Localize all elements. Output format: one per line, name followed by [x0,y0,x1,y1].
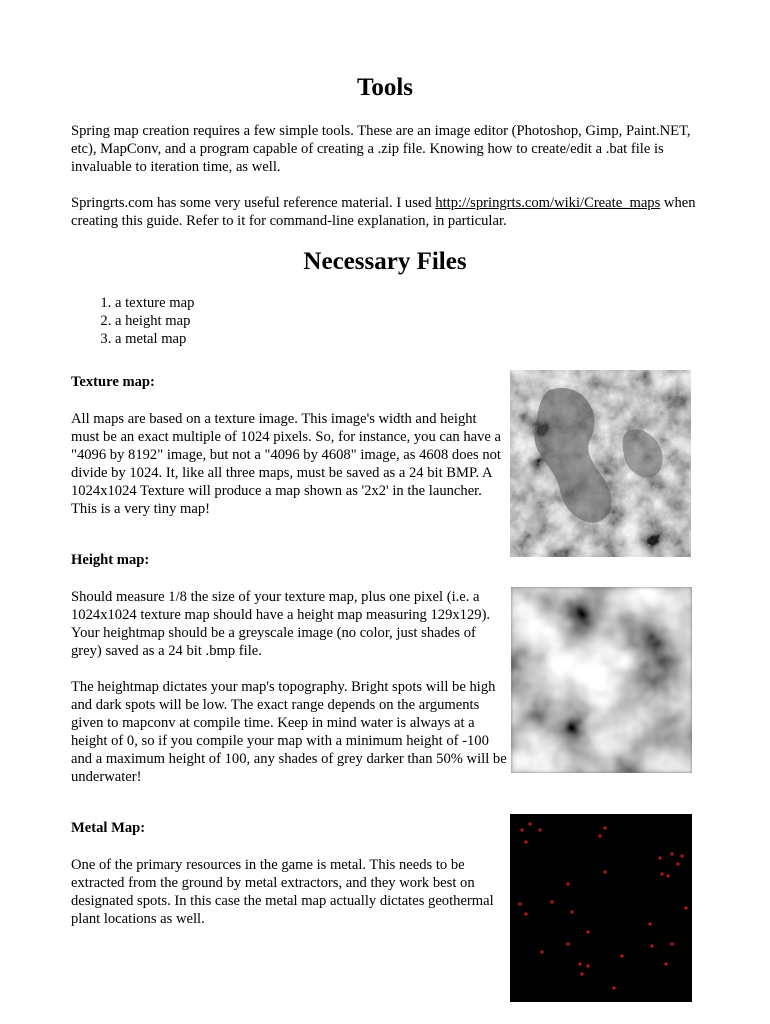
reference-text-before: Springrts.com has some very useful reference material. I used [71,195,436,211]
metal-spot [664,962,667,965]
metal-spot [598,834,601,837]
texture-map-heading: Texture map: [71,374,155,390]
metal-spot [580,972,583,975]
reference-text-after: when creating this guide. Refer to it for command-line explanation, in particular. [71,195,696,229]
metal-spot [670,852,673,855]
metal-spot [570,910,573,913]
necessary-files-heading: Necessary Files [303,248,467,275]
metal-map-image [510,814,692,1002]
height-map-paragraph-1: Should measure 1/8 the size of your texture map, plus one pixel (i.e. a 1024x1024 texture map should have a height map measuring 129x129). Your heightmap should be a greyscale image (no color, just shades of grey) saved as a 24 bit .bmp file. [71,589,491,659]
metal-spot [524,840,527,843]
list-item: 2. a height map [115,312,194,330]
height-map-paragraph-2: The heightmap dictates your map's topography. Bright spots will be high and dark spots will be low. The exact range depends on the arguments given to mapconv at compile time. Keep in mind water is always at a height of 0, so if you compile your map with a minimum height of -100 and a maximum height of 100, any shades of grey darker than 50% will be underwater! [71,679,507,785]
metal-spot [620,954,623,957]
metal-map-paragraph: One of the primary resources in the game is metal. This needs to be extracted from the ground by metal extractors, and they work best on designated spots. In this case the metal map actually dictates geothermal plant locations as well. [71,857,494,927]
metal-spot [586,964,589,967]
metal-spot [550,900,553,903]
tools-heading: Tools [356,74,414,101]
metal-spot [676,862,679,865]
metal-spot [578,962,581,965]
metal-spot [666,874,669,877]
metal-spot [670,942,673,945]
metal-spot [538,828,541,831]
metal-spot [680,854,683,857]
metal-spot [566,882,569,885]
necessary-files-list [71,294,194,348]
metal-map-heading: Metal Map: [71,820,146,836]
height-map-heading: Height map: [71,552,150,568]
metal-spot [603,870,606,873]
height-map-image [511,587,692,773]
metal-spot [520,828,523,831]
tools-paragraph: Spring map creation requires a few simple tools. These are an image editor (Photoshop, Gimp, Paint.NET, etc), MapConv, and a program capable of creating a .zip file. Knowing how to create/edit a .bat file is invaluable to iteration time, as well. [71,123,691,175]
list-item: 3. a metal map [115,330,194,348]
metal-spot [660,872,663,875]
metal-spot [566,942,569,945]
metal-spot [603,826,606,829]
metal-spot [540,950,543,953]
metal-map-background [510,814,692,1002]
metal-spot [658,856,661,859]
metal-spot [518,902,521,905]
list-item: 1. a texture map [115,294,194,312]
reference-paragraph [71,194,703,230]
metal-spot [586,930,589,933]
texture-map-paragraph: All maps are based on a texture image. This image's width and height must be an exact multiple of 1024 pixels. So, for instance, you can have a "4096 by 8192" image, but not a "4096 by 4608" image, as 4608 does not divide by 1024. It, like all three maps, must be saved as a 24 bit BMP. A 1024x1024 Texture will produce a map shown as '2x2' in the launcher. This is a very tiny map! [71,411,501,517]
metal-spot [528,822,531,825]
metal-spot [650,944,653,947]
create-maps-link[interactable]: http://springrts.com/wiki/Create_maps [435,195,661,211]
metal-spot [648,922,651,925]
metal-spot [684,906,687,909]
texture-map-image [510,370,691,557]
metal-spot [524,912,527,915]
metal-spot [612,986,615,989]
